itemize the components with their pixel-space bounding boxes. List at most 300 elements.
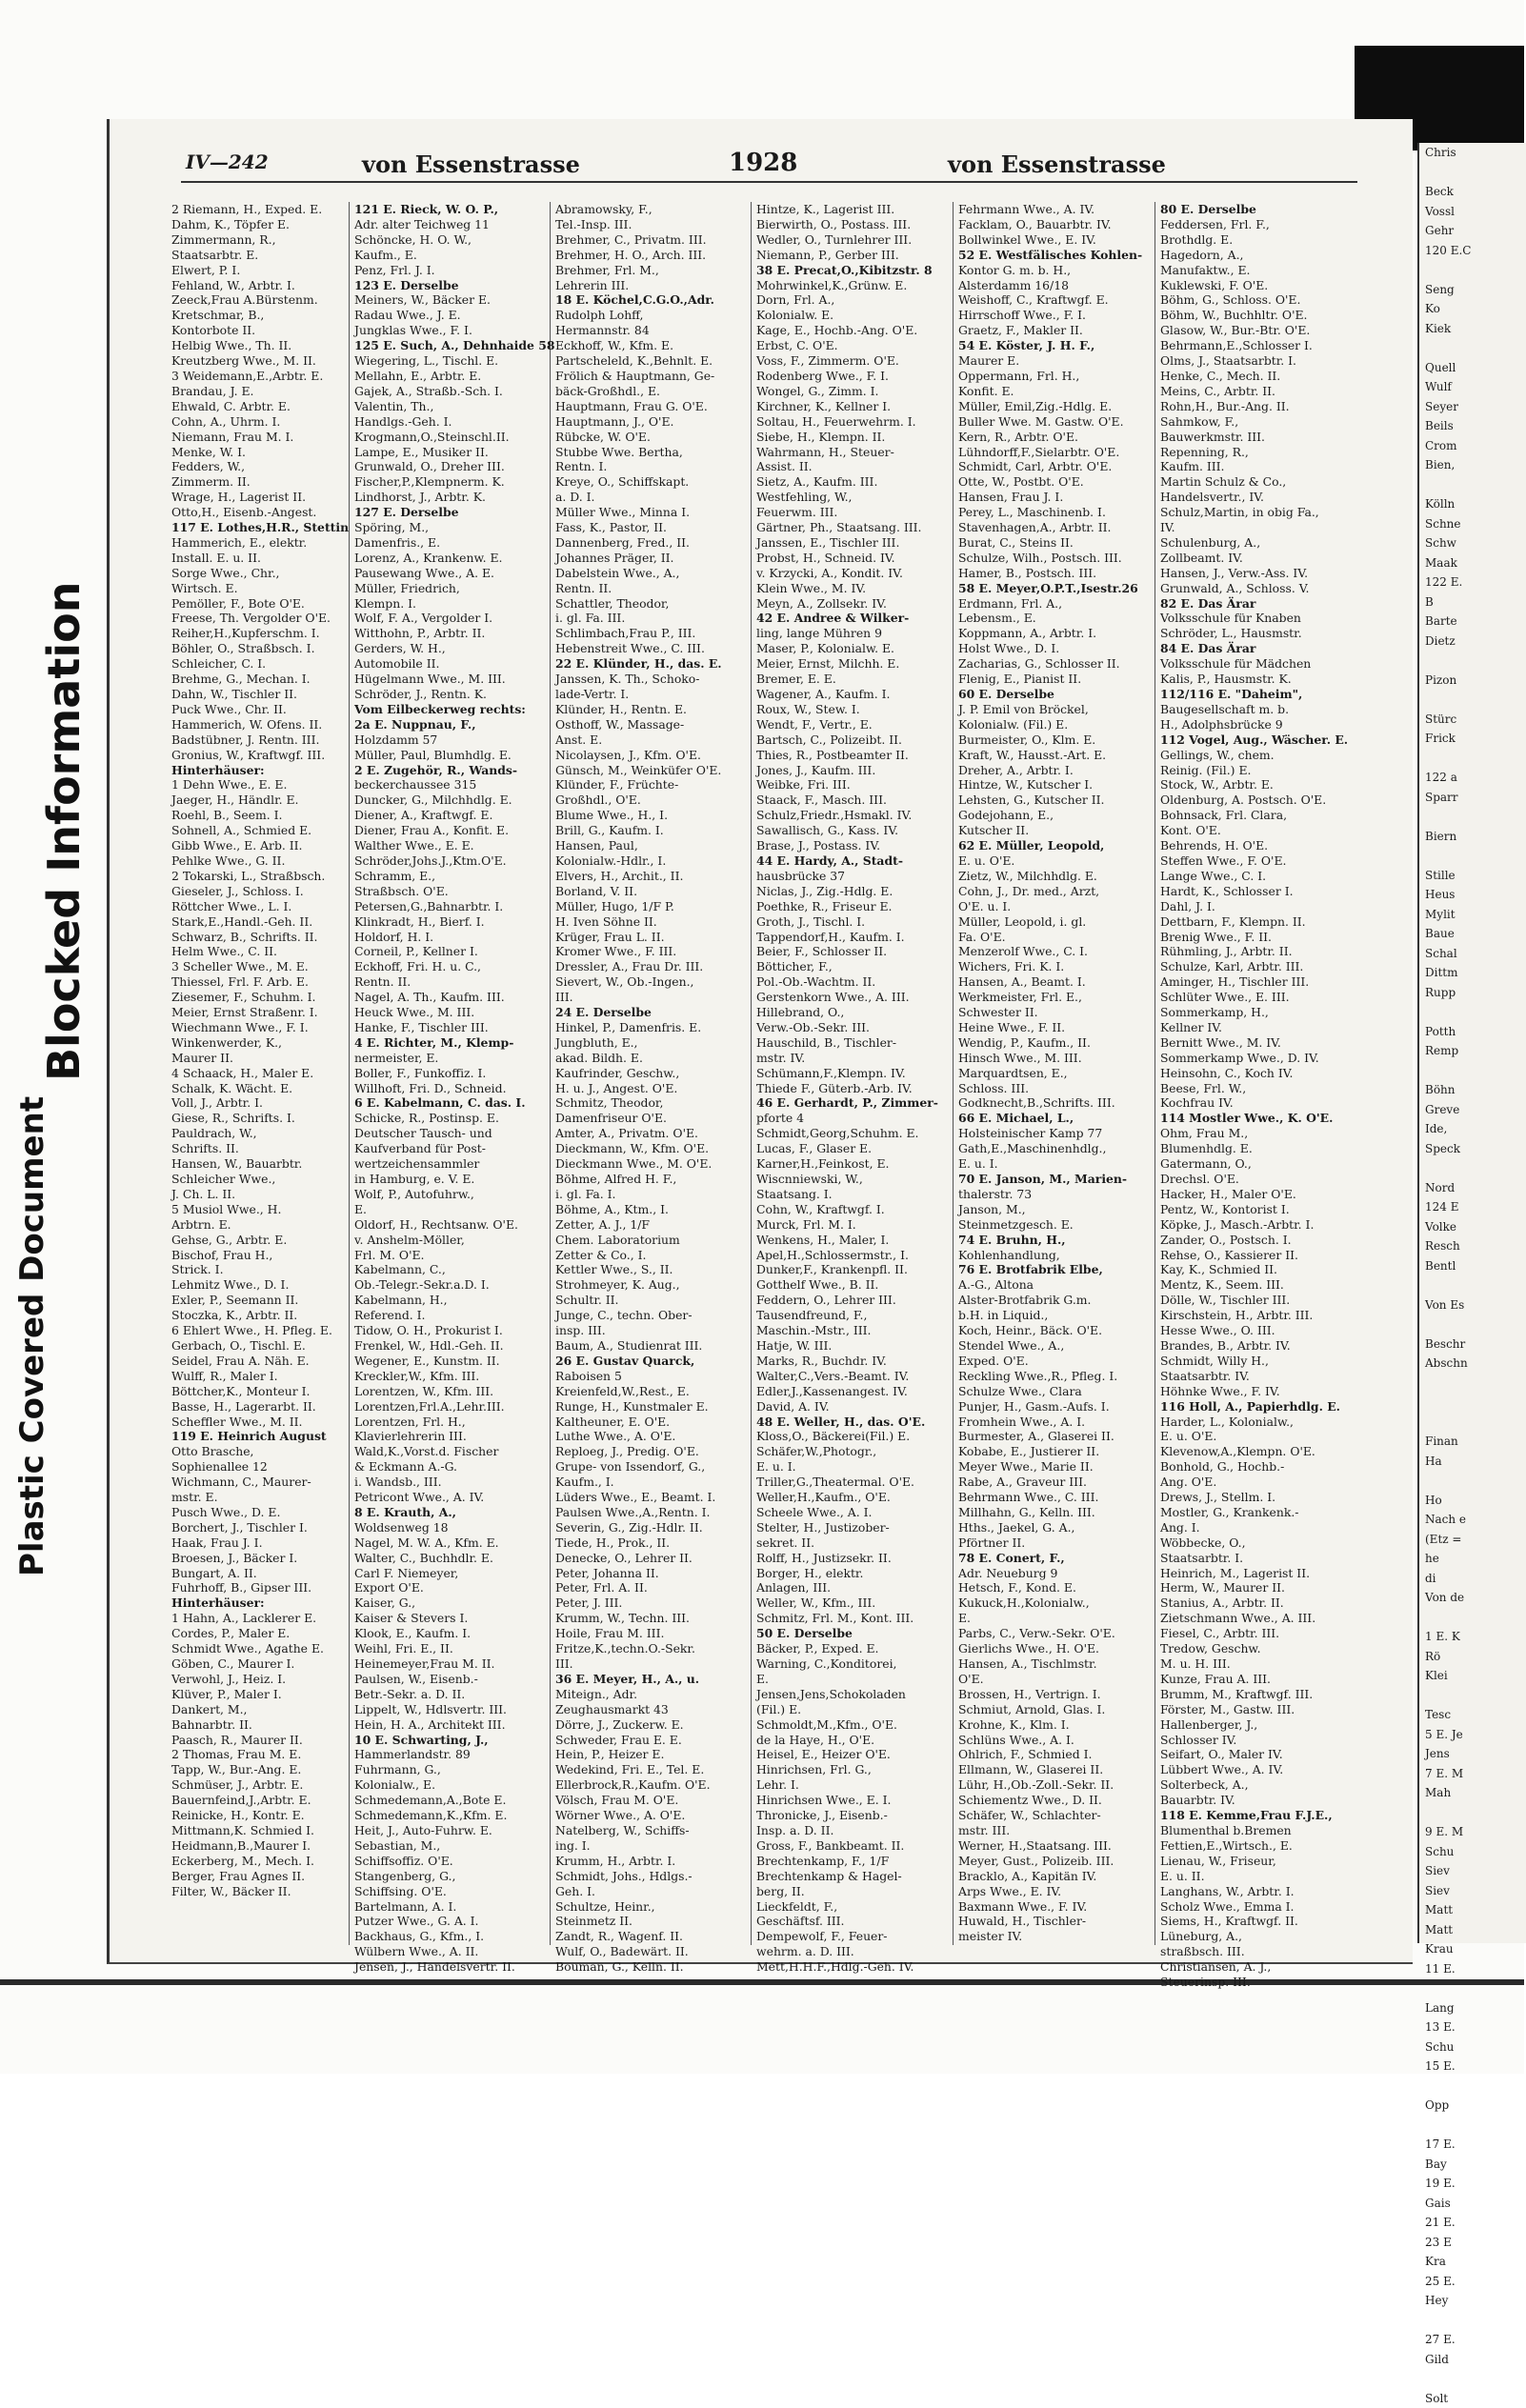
directory-entry: Böttcher,K., Monteur I. <box>171 1384 345 1399</box>
directory-entry: Pemöller, F., Bote O'E. <box>171 596 345 612</box>
directory-entry: Schwarz, B., Schrifts. II. <box>171 930 345 945</box>
directory-entry: 66 E. Michael, L., <box>958 1111 1151 1126</box>
side-label-blocked: Blocked Information <box>38 582 90 1081</box>
directory-entry: 60 E. Derselbe <box>958 687 1151 702</box>
next-page-entry: Greve <box>1419 1100 1526 1120</box>
directory-entry: a. D. I. <box>555 490 746 505</box>
directory-entry: Bauernfeind,J.,Arbtr. E. <box>171 1793 345 1808</box>
year-title: 1928 <box>729 149 797 177</box>
directory-entry: Konfit. E. <box>958 384 1151 399</box>
next-page-entry: Matt <box>1419 1900 1526 1920</box>
directory-entry: Witthohn, P., Arbtr. II. <box>354 626 545 641</box>
directory-entry: 5 Musiol Wwe., H. <box>171 1202 345 1217</box>
directory-entry: Damenfriseur O'E. <box>555 1111 746 1126</box>
directory-entry: Berger, Frau Agnes II. <box>171 1869 345 1884</box>
directory-entry: Partscheleld, K.,Behnlt. E. <box>555 353 746 369</box>
directory-entry: Böhler, O., Straßbsch. I. <box>171 641 345 656</box>
next-page-entry: Lang <box>1419 1998 1526 2018</box>
directory-entry: Wendig, P., Kaufm., II. <box>958 1035 1151 1051</box>
directory-entry: Verwohl, J., Heiz. I. <box>171 1672 345 1687</box>
directory-entry: Behrends, H. O'E. <box>1160 838 1360 853</box>
page-header <box>186 143 1357 181</box>
directory-entry: E. u. O'E. <box>1160 1429 1360 1444</box>
next-page-entry: 1 E. K <box>1419 1627 1526 1647</box>
directory-entry: Feddersen, Frl. F., <box>1160 217 1360 232</box>
directory-entry: Hillebrand, O., <box>756 1005 947 1020</box>
directory-entry: Borchert, J., Tischler I. <box>171 1520 345 1535</box>
directory-entry: Lange Wwe., C. I. <box>1160 869 1360 884</box>
directory-entry: Raboisen 5 <box>555 1369 746 1384</box>
directory-entry: Haak, Frau J. I. <box>171 1535 345 1551</box>
directory-entry: b.H. in Liquid., <box>958 1308 1151 1323</box>
next-page-entry: 122 E. <box>1419 572 1526 592</box>
next-page-entry: Speck <box>1419 1139 1526 1159</box>
directory-entry: Lippelt, W., Hdlsvertr. III. <box>354 1702 545 1717</box>
directory-entry: 1 Dehn Wwe., E. E. <box>171 777 345 793</box>
directory-entry: Feddern, O., Lehrer III. <box>756 1293 947 1308</box>
next-page-entry: Rö <box>1419 1647 1526 1667</box>
directory-entry: Köpke, J., Masch.-Arbtr. I. <box>1160 1217 1360 1233</box>
directory-entry: Koch, Heinr., Bäck. O'E. <box>958 1323 1151 1338</box>
directory-entry: Punjer, H., Gasm.-Aufs. I. <box>958 1399 1151 1415</box>
directory-entry: Krüger, Frau L. II. <box>555 930 746 945</box>
directory-entry: Mentz, K., Seem. III. <box>1160 1277 1360 1293</box>
directory-entry: Schlüter Wwe., E. III. <box>1160 990 1360 1005</box>
directory-entry: Luthe Wwe., A. O'E. <box>555 1429 746 1444</box>
directory-entry: IV. <box>1160 520 1360 535</box>
next-page-entry <box>1419 1471 1526 1491</box>
directory-entry: Wiechmann Wwe., F. I. <box>171 1020 345 1035</box>
directory-entry: Basse, H., Lagerarbt. II. <box>171 1399 345 1415</box>
directory-entry: 58 E. Meyer,O.P.T.,Isestr.26 <box>958 581 1151 596</box>
directory-entry: Osthoff, W., Massage- <box>555 717 746 732</box>
directory-entry: Tel.-Insp. III. <box>555 217 746 232</box>
directory-entry: Zimmermann, R., <box>171 232 345 248</box>
next-page-entry: Ha <box>1419 1452 1526 1472</box>
directory-entry: Niemann, Frau M. I. <box>171 430 345 445</box>
directory-entry: Gath,E.,Maschinenhdlg., <box>958 1141 1151 1156</box>
directory-entry: Kromer Wwe., F. III. <box>555 944 746 959</box>
directory-entry: Tredow, Geschw. <box>1160 1641 1360 1656</box>
directory-entry: Lühr, H.,Ob.-Zoll.-Sekr. II. <box>958 1777 1151 1793</box>
directory-entry: Walter,C.,Vers.-Beamt. IV. <box>756 1369 947 1384</box>
directory-entry: Gronius, W., Kraftwgf. III. <box>171 748 345 763</box>
next-page-entry <box>1419 1803 1526 1823</box>
directory-entry: 84 E. Das Ärar <box>1160 641 1360 656</box>
next-page-entry: Finan <box>1419 1432 1526 1452</box>
directory-entry: Schmiut, Arnold, Glas. I. <box>958 1702 1151 1717</box>
directory-entry: Klinkradt, H., Bierf. I. <box>354 914 545 930</box>
directory-entry: mstr. E. <box>171 1490 345 1505</box>
directory-entry: Schultze, Heinr., <box>555 1899 746 1915</box>
directory-entry: Anst. E. <box>555 732 746 748</box>
directory-entry: Mittmann,K. Schmied I. <box>171 1823 345 1838</box>
directory-entry: O'E. <box>958 1672 1151 1687</box>
directory-entry: Wirtsch. E. <box>171 581 345 596</box>
directory-entry: Rolff, H., Justizsekr. II. <box>756 1551 947 1566</box>
directory-entry: Peter, J. III. <box>555 1595 746 1611</box>
directory-entry: Scheffler Wwe., M. II. <box>171 1415 345 1430</box>
directory-entry: Kreienfeld,W.,Rest., E. <box>555 1384 746 1399</box>
directory-entry: Röttcher Wwe., L. I. <box>171 899 345 914</box>
directory-entry: (Fil.) E. <box>756 1702 947 1717</box>
directory-entry: Spöring, M., <box>354 520 545 535</box>
next-page-entry <box>1419 1978 1526 1998</box>
directory-entry: Niemann, P., Gerber III. <box>756 248 947 263</box>
directory-entry: Böhme, A., Ktm., I. <box>555 1202 746 1217</box>
directory-entry: Fromhein Wwe., A. I. <box>958 1415 1151 1430</box>
directory-entry: Ellerbrock,R.,Kaufm. O'E. <box>555 1777 746 1793</box>
directory-entry: O'E. u. I. <box>958 899 1151 914</box>
directory-entry: Strohmeyer, K. Aug., <box>555 1277 746 1293</box>
directory-entry: Schmidt, Johs., Hdlgs.- <box>555 1869 746 1884</box>
directory-entry: Klein Wwe., M. IV. <box>756 581 947 596</box>
directory-entry: Janson, M., <box>958 1202 1151 1217</box>
directory-entry: Exler, P., Seemann II. <box>171 1293 345 1308</box>
directory-entry: 50 E. Derselbe <box>756 1626 947 1641</box>
directory-entry: Duncker, G., Milchhdlg. E. <box>354 793 545 808</box>
next-page-entry: Quell <box>1419 358 1526 378</box>
directory-entry: Lübbert Wwe., A. IV. <box>1160 1762 1360 1777</box>
directory-entry: Pförtner II. <box>958 1535 1151 1551</box>
directory-entry: Tiede, H., Prok., II. <box>555 1535 746 1551</box>
directory-entry: 2a E. Nuppnau, F., <box>354 717 545 732</box>
directory-entry: Staatsarbtr. I. <box>1160 1551 1360 1566</box>
next-page-entry: Klei <box>1419 1666 1526 1686</box>
directory-entry: Cordes, P., Maler E. <box>171 1626 345 1641</box>
directory-entry: Triller,G.,Theatermal. O'E. <box>756 1475 947 1490</box>
directory-entry: Dieckmann Wwe., M. O'E. <box>555 1156 746 1172</box>
next-page-entry: Mah <box>1419 1783 1526 1803</box>
directory-entry: Fehland, W., Arbtr. I. <box>171 278 345 293</box>
directory-entry: Kaiser & Stevers I. <box>354 1611 545 1626</box>
directory-entry: J. P. Emil von Bröckel, <box>958 702 1151 717</box>
directory-entry: 24 E. Derselbe <box>555 1005 746 1020</box>
directory-columns <box>171 202 1362 1945</box>
directory-entry: Steuerinsp. III. <box>1160 1975 1360 1990</box>
directory-entry: Radau Wwe., J. E. <box>354 308 545 323</box>
directory-entry: 80 E. Derselbe <box>1160 202 1360 217</box>
directory-entry: Kretschmar, B., <box>171 308 345 323</box>
directory-entry: Thies, R., Postbeamter II. <box>756 748 947 763</box>
directory-entry: Wülbern Wwe., A. II. <box>354 1944 545 1959</box>
directory-entry: Rentn. II. <box>555 581 746 596</box>
directory-entry: Petricont Wwe., A. IV. <box>354 1490 545 1505</box>
directory-entry: Ziesemer, F., Schuhm. I. <box>171 990 345 1005</box>
directory-entry: Bischof, Frau H., <box>171 1248 345 1263</box>
directory-entry: Kaufverband für Post- <box>354 1141 545 1156</box>
directory-entry: wehrm. a. D. III. <box>756 1944 947 1959</box>
next-page-entry: Kiek <box>1419 319 1526 339</box>
directory-column-6 <box>1160 202 1360 1945</box>
directory-entry: Maser, P., Kolonialw. E. <box>756 641 947 656</box>
next-page-entry <box>1419 1413 1526 1433</box>
directory-entry: Otte, W., Postbt. O'E. <box>958 474 1151 490</box>
next-page-entry <box>1419 1061 1526 1081</box>
directory-entry: Dörre, J., Zuckerw. E. <box>555 1717 746 1733</box>
directory-entry: Ang. I. <box>1160 1520 1360 1535</box>
directory-entry: Meier, Ernst, Milchh. E. <box>756 656 947 672</box>
directory-entry: Karner,H.,Feinkost, E. <box>756 1156 947 1172</box>
next-page-entry: Biern <box>1419 827 1526 847</box>
directory-entry: Holzdamm 57 <box>354 732 545 748</box>
next-page-entry: Mylit <box>1419 905 1526 925</box>
directory-entry: Dabelstein Wwe., A., <box>555 566 746 581</box>
directory-entry: Hinterhäuser: <box>171 1595 345 1611</box>
directory-entry: mstr. III. <box>958 1823 1151 1838</box>
directory-entry: Wolf, F. A., Vergolder I. <box>354 611 545 626</box>
directory-entry: Rentn. II. <box>354 974 545 990</box>
directory-entry: Hügelmann Wwe., M. III. <box>354 672 545 687</box>
directory-entry: Cohn, J., Dr. med., Arzt, <box>958 884 1151 899</box>
directory-entry: Blumenthal b.Bremen <box>1160 1823 1360 1838</box>
directory-entry: Schattler, Theodor, <box>555 596 746 612</box>
directory-entry: Stanius, A., Arbtr. II. <box>1160 1595 1360 1611</box>
directory-entry: Alster-Brotfabrik G.m. <box>958 1293 1151 1308</box>
directory-entry: Bollwinkel Wwe., E. IV. <box>958 232 1151 248</box>
directory-entry: Harder, L., Kolonialw., <box>1160 1415 1360 1430</box>
directory-entry: Schmidt, Willy H., <box>1160 1354 1360 1369</box>
directory-entry: Wöbbecke, O., <box>1160 1535 1360 1551</box>
next-page-entry: 15 E. <box>1419 2057 1526 2077</box>
directory-entry: Export O'E. <box>354 1580 545 1595</box>
directory-entry: Severin, G., Zig.-Hdlr. II. <box>555 1520 746 1535</box>
directory-entry: 10 E. Schwarting, J., <box>354 1733 545 1748</box>
directory-entry: Bracklo, A., Kapitän IV. <box>958 1869 1151 1884</box>
next-page-entry <box>1419 2116 1526 2136</box>
directory-entry: Menke, W. I. <box>171 445 345 460</box>
directory-entry: Kreutzberg Wwe., M. II. <box>171 353 345 369</box>
directory-entry: Kunze, Frau A. III. <box>1160 1672 1360 1687</box>
directory-entry: Sommerkamp, H., <box>1160 1005 1360 1020</box>
directory-entry: Olms, J., Staatsarbtr. I. <box>1160 353 1360 369</box>
directory-entry: Brase, J., Postass. IV. <box>756 838 947 853</box>
next-page-entry <box>1419 1686 1526 1706</box>
directory-entry: Dressler, A., Frau Dr. III. <box>555 959 746 974</box>
directory-entry: Natelberg, W., Schiffs- <box>555 1823 746 1838</box>
directory-entry: Elwert, P. I. <box>171 263 345 278</box>
next-page-entry: 19 E. <box>1419 2174 1526 2194</box>
directory-entry: Wald,K.,Vorst.d. Fischer <box>354 1444 545 1459</box>
directory-entry: Lieckfeldt, F., <box>756 1899 947 1915</box>
directory-entry: Siebe, H., Klempn. II. <box>756 430 947 445</box>
directory-entry: Hansen, J., Verw.-Ass. IV. <box>1160 566 1360 581</box>
directory-entry: Göben, C., Maurer I. <box>171 1656 345 1672</box>
directory-entry: Hauschild, B., Tischler- <box>756 1035 947 1051</box>
directory-entry: Bahnarbtr. II. <box>171 1717 345 1733</box>
directory-entry: Hatje, W. III. <box>756 1338 947 1354</box>
directory-entry: Alsterdamm 16/18 <box>958 278 1151 293</box>
directory-entry: 78 E. Conert, F., <box>958 1551 1151 1566</box>
directory-entry: Johannes Präger, II. <box>555 551 746 566</box>
directory-entry: Sohnell, A., Schmied E. <box>171 823 345 838</box>
next-page-entry: Schw <box>1419 533 1526 553</box>
directory-entry: David, A. IV. <box>756 1399 947 1415</box>
directory-entry: 74 E. Bruhn, H., <box>958 1233 1151 1248</box>
directory-entry: Betr.-Sekr. a. D. II. <box>354 1687 545 1702</box>
directory-entry: Holdorf, H. I. <box>354 930 545 945</box>
directory-entry: Schulze, Karl, Arbtr. III. <box>1160 959 1360 974</box>
next-page-entry <box>1419 1608 1526 1628</box>
directory-entry: Krogmann,O.,Steinschl.II. <box>354 430 545 445</box>
directory-entry: Schmitz, Frl. M., Kont. III. <box>756 1611 947 1626</box>
directory-entry: Zietschmann Wwe., A. III. <box>1160 1611 1360 1626</box>
directory-entry: Steinmetz II. <box>555 1914 746 1929</box>
next-page-entry: Schne <box>1419 514 1526 534</box>
directory-entry: Hansen, W., Bauarbtr. <box>171 1156 345 1172</box>
directory-entry: Jensen, J., Handelsvertr. II. <box>354 1959 545 1975</box>
next-page-entry: 120 E.C <box>1419 241 1526 261</box>
directory-entry: 6 Ehlert Wwe., H. Pfleg. E. <box>171 1323 345 1338</box>
directory-entry: Fass, K., Pastor, II. <box>555 520 746 535</box>
directory-entry: Poethke, R., Friseur E. <box>756 899 947 914</box>
directory-entry: Warning, C.,Konditorei, <box>756 1656 947 1672</box>
directory-entry: Kellner IV. <box>1160 1020 1360 1035</box>
directory-entry: Meier, Ernst Straßenr. I. <box>171 1005 345 1020</box>
next-page-entry: he <box>1419 1549 1526 1569</box>
directory-entry: Handlgs.-Geh. I. <box>354 414 545 430</box>
directory-entry: Verw.-Ob.-Sekr. III. <box>756 1020 947 1035</box>
next-page-entry: Böhn <box>1419 1080 1526 1100</box>
directory-entry: Wrage, H., Lagerist II. <box>171 490 345 505</box>
directory-entry: Brechtenkamp & Hagel- <box>756 1869 947 1884</box>
directory-entry: Bauwerkmstr. III. <box>1160 430 1360 445</box>
directory-entry: Zacharias, G., Schlosser II. <box>958 656 1151 672</box>
directory-entry: Arps Wwe., E. IV. <box>958 1884 1151 1899</box>
next-page-entry: Chris <box>1419 143 1526 163</box>
next-page-entry: 27 E. <box>1419 2330 1526 2350</box>
directory-entry: Schmidt, Carl, Arbtr. O'E. <box>958 459 1151 474</box>
side-label-plastic: Plastic Covered Document <box>13 1096 51 1576</box>
directory-entry: Penz, Frl. J. I. <box>354 263 545 278</box>
next-page-entry: Tesc <box>1419 1705 1526 1725</box>
directory-entry: Brehmer, H. O., Arch. III. <box>555 248 746 263</box>
directory-entry: Mostler, G., Krankenk.- <box>1160 1505 1360 1520</box>
directory-entry: Burmester, A., Glaserei II. <box>958 1429 1151 1444</box>
directory-entry: Reiher,H.,Kupferschm. I. <box>171 626 345 641</box>
directory-entry: Höhnke Wwe., F. IV. <box>1160 1384 1360 1399</box>
next-page-entry: Ko <box>1419 299 1526 319</box>
directory-entry: Pentz, W., Kontorist I. <box>1160 1202 1360 1217</box>
next-page-entry <box>1419 1002 1526 1022</box>
directory-entry: Klüver, P., Maler I. <box>171 1687 345 1702</box>
directory-entry: nermeister, E. <box>354 1051 545 1066</box>
directory-entry: Helbig Wwe., Th. II. <box>171 338 345 353</box>
directory-entry: Bötticher, F., <box>756 959 947 974</box>
directory-entry: Sorge Wwe., Chr., <box>171 566 345 581</box>
directory-entry: Wulff, R., Maler I. <box>171 1369 345 1384</box>
next-page-entry: Gehr <box>1419 221 1526 241</box>
next-page-entry: 9 E. M <box>1419 1822 1526 1842</box>
next-page-entry: Volke <box>1419 1217 1526 1237</box>
directory-entry: Gellings, W., chem. <box>1160 748 1360 763</box>
directory-entry: mstr. IV. <box>756 1051 947 1066</box>
directory-entry: Müller Wwe., Minna I. <box>555 505 746 520</box>
directory-entry: Borger, H., elektr. <box>756 1566 947 1581</box>
directory-entry: Weller, W., Kfm., III. <box>756 1595 947 1611</box>
directory-entry: Weishoff, C., Kraftwgf. E. <box>958 292 1151 308</box>
directory-column-2 <box>354 202 545 1945</box>
directory-entry: Menzerolf Wwe., C. I. <box>958 944 1151 959</box>
directory-entry: 36 E. Meyer, H., A., u. <box>555 1672 746 1687</box>
next-page-entry: Resch <box>1419 1236 1526 1256</box>
directory-entry: Kraft, W., Hausst.-Art. E. <box>958 748 1151 763</box>
directory-entry: Rabe, A., Graveur III. <box>958 1475 1151 1490</box>
directory-entry: Hauptmann, J., O'E. <box>555 414 746 430</box>
directory-entry: Fiesel, C., Arbtr. III. <box>1160 1626 1360 1641</box>
directory-entry: Lampe, E., Musiker II. <box>354 445 545 460</box>
directory-entry: Hesse Wwe., O. III. <box>1160 1323 1360 1338</box>
directory-entry: Kaufrinder, Geschw., <box>555 1066 746 1081</box>
directory-entry: 18 E. Köchel,C.G.O.,Adr. <box>555 292 746 308</box>
directory-entry: Kloss,O., Bäckerei(Fil.) E. <box>756 1429 947 1444</box>
directory-entry: Heine Wwe., F. II. <box>958 1020 1151 1035</box>
next-page-entry <box>1419 690 1526 710</box>
directory-entry: Schmüser, J., Arbtr. E. <box>171 1777 345 1793</box>
directory-entry: Jungbluth, E., <box>555 1035 746 1051</box>
directory-entry: Dahn, W., Tischler II. <box>171 687 345 702</box>
directory-entry: Schäfer, W., Schlachter- <box>958 1808 1151 1823</box>
directory-entry: III. <box>555 990 746 1005</box>
directory-entry: Drews, J., Stellm. I. <box>1160 1490 1360 1505</box>
directory-entry: Wedekind, Fri. E., Tel. E. <box>555 1762 746 1777</box>
directory-entry: Gatermann, O., <box>1160 1156 1360 1172</box>
directory-entry: Brehme, G., Mechan. I. <box>171 672 345 687</box>
directory-entry: Kolonialw. (Fil.) E. <box>958 717 1151 732</box>
directory-entry: Diener, Frau A., Konfit. E. <box>354 823 545 838</box>
directory-entry: Rohn,H., Bur.-Ang. II. <box>1160 399 1360 414</box>
directory-column-1 <box>171 202 345 1945</box>
directory-entry: Stangenberg, G., <box>354 1869 545 1884</box>
directory-entry: Schröder, L., Hausmstr. <box>1160 626 1360 641</box>
directory-entry: Thiede F., Güterb.-Arb. IV. <box>756 1081 947 1096</box>
directory-entry: 46 E. Gerhardt, P., Zimmer- <box>756 1095 947 1111</box>
directory-entry: Kaiser, G., <box>354 1595 545 1611</box>
directory-entry: wertzeichensammler <box>354 1156 545 1172</box>
directory-entry: Langhans, W., Arbtr. I. <box>1160 1884 1360 1899</box>
directory-entry: Hauptmann, Frau G. O'E. <box>555 399 746 414</box>
directory-entry: Maschin.-Mstr., III. <box>756 1323 947 1338</box>
directory-entry: Günsch, M., Weinküfer O'E. <box>555 763 746 778</box>
directory-entry: 22 E. Klünder, H., das. E. <box>555 656 746 672</box>
next-page-entry: Schu <box>1419 2037 1526 2057</box>
next-page-entry <box>1419 163 1526 183</box>
directory-entry: Walter, C., Buchhdlr. E. <box>354 1551 545 1566</box>
next-page-entry: Nord <box>1419 1178 1526 1198</box>
next-page-entry: 11 E. <box>1419 1959 1526 1979</box>
next-page-entry: Barte <box>1419 612 1526 632</box>
directory-entry: Ehwald, C. Arbtr. E. <box>171 399 345 414</box>
directory-entry: Meins, C., Arbtr. II. <box>1160 384 1360 399</box>
next-page-entry: di <box>1419 1569 1526 1589</box>
directory-entry: Deutscher Tausch- und <box>354 1126 545 1141</box>
directory-entry: Groth, J., Tischl. I. <box>756 914 947 930</box>
directory-entry: Hardt, K., Schlosser I. <box>1160 884 1360 899</box>
next-page-entry: Gild <box>1419 2350 1526 2370</box>
directory-entry: Bremer, E. E. <box>756 672 947 687</box>
directory-entry: Heidmann,B.,Maurer I. <box>171 1838 345 1854</box>
directory-entry: Reploeg, J., Predig. O'E. <box>555 1444 746 1459</box>
directory-entry: Dunker,F., Krankenpfl. II. <box>756 1262 947 1277</box>
directory-entry: Schmitz, Theodor, <box>555 1095 746 1111</box>
next-page-entry: Ide, <box>1419 1119 1526 1139</box>
directory-entry: Maurer II. <box>171 1051 345 1066</box>
directory-entry: Kontor G. m. b. H., <box>958 263 1151 278</box>
directory-entry: 2 Riemann, H., Exped. E. <box>171 202 345 217</box>
next-page-entry <box>1419 1275 1526 1295</box>
directory-entry: Seidel, Frau A. Näh. E. <box>171 1354 345 1369</box>
directory-entry: 1 Hahn, A., Lacklerer E. <box>171 1611 345 1626</box>
